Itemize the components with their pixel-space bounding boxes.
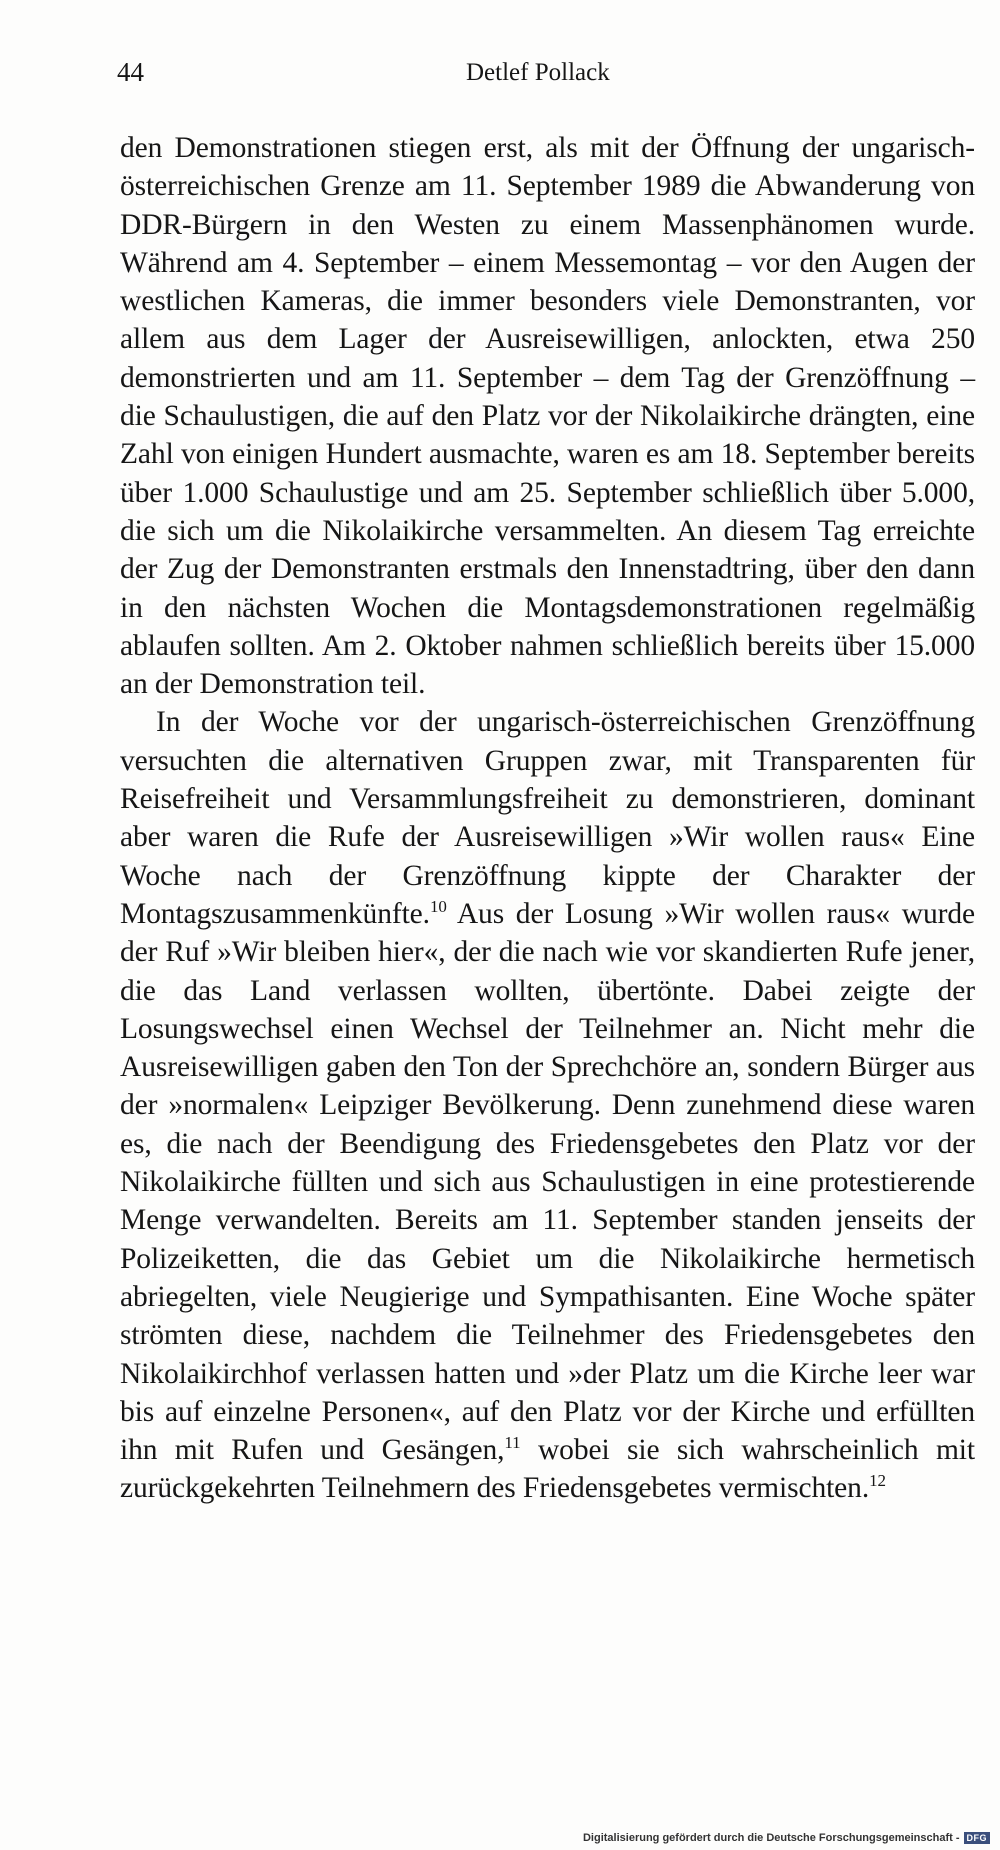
- footnote-ref-11[interactable]: 11: [504, 1433, 521, 1453]
- paragraph-2: [120, 703, 975, 1507]
- body-text: [120, 129, 975, 1508]
- paragraph-1: den Demonstrationen stiegen erst, als mit der Öffnung der ungarisch-österreichischen Grenze am 11. September 1989 die Abwanderung von DDR-Bürgern in den Westen zu einem Massenphänomen wurde. Während am 4. September – einem Messemontag – vor den Augen der westlichen Kameras, die immer besonders viele Demonstranten, vor allem aus dem Lager der Ausreisewilligen, anlockten, etwa 250 demonstrierten und am 11. September – dem Tag der Grenzöffnung – die Schaulustigen, die auf den Platz vor der Nikolaikirche drängten, eine Zahl von einigen Hundert ausmachte, waren es am 18. September bereits über 1.000 Schaulustige und am 25. September schließlich über 5.000, die sich um die Nikolaikirche versammelten. An diesem Tag erreichte der Zug der Demonstranten erstmals den Innenstadtring, über den dann in den nächsten Wochen die Montagsdemonstrationen regelmäßig ablaufen sollten. Am 2. Oktober nahmen schließlich bereits über 15.000 an der Demonstration teil.: [120, 132, 975, 701]
- running-head: Detlef Pollack: [466, 59, 610, 86]
- paragraph-2-part-a: In der Woche vor der ungarisch-österreichischen Grenzöffnung versuchten die alternativen Gruppen zwar, mit Transparenten für Reisefreiheit und Versammlungsfreiheit zu demonstrieren, dominant aber waren die Rufe der Ausreisewilligen »Wir wollen raus« Eine Woche nach der Grenzöffnung kippte der Charakter der Montagszusammenkünfte.: [120, 706, 975, 930]
- footnote-ref-12[interactable]: 12: [869, 1471, 886, 1491]
- digitization-credit: Digitalisierung gefördert durch die Deutsche Forschungsgemeinschaft -: [582, 1832, 960, 1844]
- paragraph-2-part-c: wobei sie sich wahrscheinlich mit zurückgekehrten Teilnehmern des Friedensgebetes vermischten.: [120, 1434, 975, 1505]
- footnote-ref-10[interactable]: 10: [429, 897, 447, 917]
- digitization-footer: [583, 1832, 990, 1844]
- paragraph-2-part-b: Aus der Losung »Wir wollen raus« wurde der Ruf »Wir bleiben hier«, der die nach wie vor skandierten Rufe jener, die das Land verlassen wollten, übertönte. Dabei zeigte der Losungswechsel einen Wechsel der Teilnehmer an. Nicht mehr die Ausreisewilligen gaben den Ton der Sprechchöre an, sondern Bürger aus der »normalen« Leipziger Bevölkerung. Denn zunehmend diese waren es, die nach der Beendigung des Friedensgebetes den Platz vor der Nikolaikirche füllten und sich aus Schaulustigen in eine protestierende Menge verwandelten. Bereits am 11. September standen jenseits der Polizeiketten, die das Gebiet um die Nikolaikirche hermetisch abriegelten, viele Neugierige und Sympathisanten. Eine Woche später strömten diese, nachdem die Teilnehmer des Friedensgebetes den Nikolaikirchhof verlassen hatten und »der Platz um die Kirche leer war bis auf einzelne Personen«, auf den Platz vor der Kirche und erfüllten ihn mit Rufen und Gesängen,: [120, 897, 975, 1467]
- dfg-logo: DFG: [964, 1832, 991, 1844]
- page-number: 44: [117, 57, 144, 87]
